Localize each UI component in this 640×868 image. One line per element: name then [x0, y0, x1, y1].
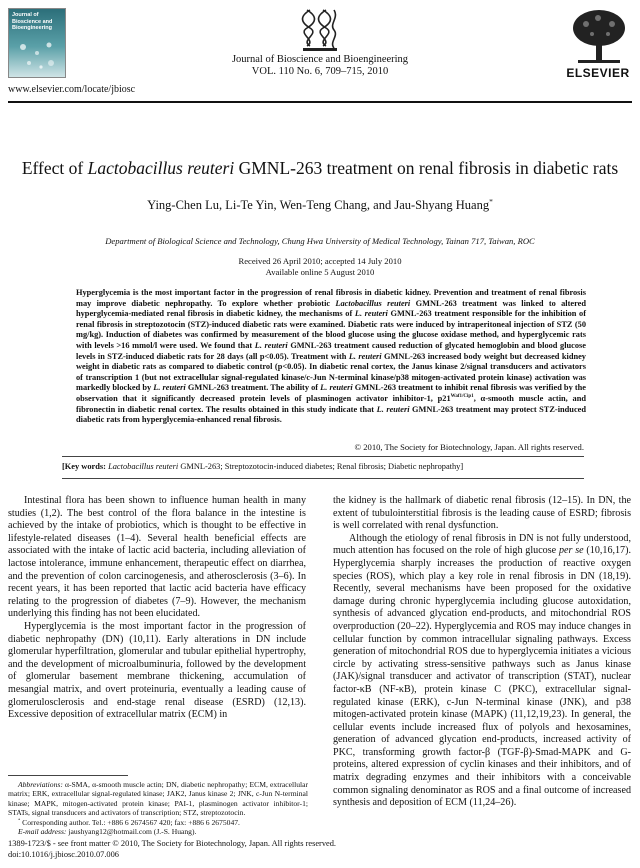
- title-species: Lactobacillus reuteri: [87, 158, 235, 178]
- footnotes: [8, 780, 308, 836]
- article-dates: [0, 256, 640, 278]
- journal-homepage-link[interactable]: www.elsevier.com/locate/jbiosc: [8, 84, 136, 95]
- body-column-right: [333, 495, 631, 810]
- title-post: GMNL-263 treatment on renal fibrosis in diabetic rats: [234, 158, 619, 178]
- journal-name: Journal of Bioscience and Bioengineering: [231, 54, 409, 65]
- body-paragraph: Hyperglycemia is the most important factor in the progression of diabetic nephropathy (DN) (10,11). Early alterations in DN include glomerular hyperfiltration, glomerular and tubular epithelial hypertrophy, and the development of microalbuminuria, followed by the development of glomerular basement membrane thickening, accumulation of mesangial matrix, and overt proteinuria, eventually a leading cause of glomerulosclerosis and end-stage renal disease (ESRD) (12,13). Excessive deposition of extracellular matrix (ECM) in: [8, 620, 306, 721]
- abbreviations-note: [8, 780, 308, 818]
- body-text: Although the etiology of renal fibrosis in DN is not fully understood, much attention has focused on the role of high glucose: [333, 532, 631, 557]
- abstract-text: GMNL-263 treatment was linked to altered hyperglycemia-mediated renal fibrosis in diabetic kidney, the mechanisms of: [76, 298, 586, 319]
- keywords-divider-bottom: [62, 478, 584, 479]
- corresponding-author-note: [8, 818, 308, 827]
- keywords-label: [Key words:: [62, 462, 109, 471]
- abstract-text: GMNL-263 treatment caused reduction of glycated hemoglobin and blood glucose levels in STZ-induced diabetic rats for 28 days (all p<0.05). Treatment with: [76, 340, 586, 361]
- body-text: (10,16,17). Hyperglycemia sharply increases the production of reactive oxygen species (ROS), which play a key role in renal fibrosis in DN (18,19). Recently, several mechanisms have been proposed for the oxidative damage during chronic hyperglycemia including glucose autoxidation, synthesis of advanced glycation end-products, and mitochondrial ROS overproduction (20–22). Hyperglycemia and ROS may induce changes in cellular function by common intracellular signaling pathways. Excess generation of mitochondrial ROS due to hyperglycemia initiates a vicious circle by activating stress-sensitive pathways such as Janus kinase (JAK)/signal transducer and activator of transcription (STAT), nuclear factor-κB (NF-κB), protein kinase C (PKC), extracellular signal-regulated kinase (ERK), c-Jun N-terminal kinase (JNK), and p38 mitogen-activated protein kinase (MAPK) (11,12,19,23). In general, the cellular events include increased flux of polyols and hexosamines, generation of advanced glycation end-products, increased activity of PKC, transforming growth factor-β (TGF-β)-Smad-MAPK and G-proteins, altered expression of cyclin kinases and their inhibitors, and of matrix degrading enzymes and their inhibitors with a conceivable common signaling denominator as ROS and a final outcome of increased synthesis and deposition of ECM (11,24–26).: [333, 545, 631, 809]
- abstract-superscript: Waf1/Cip1: [450, 394, 474, 400]
- corresponding-mark: *: [18, 817, 21, 823]
- body-column-left: [8, 495, 306, 722]
- abstract-copyright: © 2010, The Society for Biotechnology, Japan. All rights reserved.: [354, 442, 584, 452]
- keywords-rest: GMNL-263; Streptozotocin-induced diabetes; Renal fibrosis; Diabetic nephropathy]: [178, 462, 464, 471]
- cover-title: Journal of Bioscience and Bioengineering: [12, 12, 53, 31]
- authors-text: Ying-Chen Lu, Li-Te Yin, Wen-Teng Chang, and Jau-Shyang Huang: [147, 198, 490, 212]
- body-paragraph: [333, 533, 631, 810]
- article-title: [0, 158, 640, 179]
- received-date: Received 26 April 2010; accepted 14 July 2010: [238, 256, 402, 266]
- abstract: [76, 288, 586, 426]
- author-list: [0, 198, 640, 213]
- abstract-species: L. reuteri: [354, 309, 388, 319]
- journal-citation: [200, 54, 440, 78]
- online-date: Available online 5 August 2010: [265, 267, 375, 277]
- corresponding-author-mark[interactable]: *: [489, 196, 493, 206]
- email-address[interactable]: jaushyang12@hotmail.com (J.-S. Huang).: [66, 827, 197, 837]
- body-italic: per se: [558, 545, 584, 557]
- elsevier-tree-logo-icon: [568, 6, 630, 66]
- abstract-text: GMNL-263 increased body weight but decreased kidney weight in diabetic rats as compared to diabetic control (p<0.05). In diabetic renal cortex, the Janus kinase 2/signal transducers and activators of transcription 1 (but not extracellular signal-regulated kinase/c-Jun N-terminal kinase/p38 mitogen-activated protein kinase) activation was markedly blocked by: [76, 351, 586, 393]
- footnote-divider: [8, 775, 128, 776]
- dna-helix-logo-icon: [301, 6, 339, 52]
- abbreviations-label: Abbreviations:: [18, 780, 63, 789]
- abstract-text: GMNL-263 treatment. The ability of: [185, 383, 321, 393]
- doi-link[interactable]: doi:10.1016/j.jbiosc.2010.07.006: [8, 850, 119, 859]
- abstract-text: GMNL-263 treatment to inhibit renal fibrosis was verified by the observation that it significantly decreased protein levels of plasminogen activator inhibitor-1, p21: [76, 383, 586, 403]
- abstract-species: L. reuteri: [376, 404, 410, 414]
- email-label: E-mail address:: [18, 827, 67, 837]
- abbreviations-text: α-SMA, α-smooth muscle actin; DN, diabetic nephropathy; ECM, extracellular matrix; ERK, extracellular signal-regulated kinase; JAK2, Janus kinase 2; JNK, c-Jun N-terminal kinase; MAPK, mitogen-activated protein kinase; PAI-1, plasminogen activator inhibitor-1; STATs, signal transducers and activators of transcription; STZ, streptozotocin.: [8, 780, 308, 818]
- volume-line: VOL. 110 No. 6, 709–715, 2010: [251, 66, 389, 77]
- abstract-species: Lactobacillus reuteri: [335, 298, 411, 308]
- abstract-text: Hyperglycemia is the most important factor in the progression of renal fibrosis in diabetic kidney. Prevention and treatment of renal fibrosis may improve diabetic nephropathy. To explore whether probiotic: [76, 288, 586, 308]
- issn-line: 1389-1723/$ - see front matter © 2010, The Society for Biotechnology, Japan. All rights reserved.: [8, 839, 337, 848]
- abstract-text: , α-smooth muscle actin, and fibronectin in diabetic renal cortex. The results obtained in this study indicate that: [76, 393, 586, 414]
- affiliation: Department of Biological Science and Technology, Chung Hwa University of Medical Technology, Tainan 717, Taiwan, ROC: [105, 236, 535, 246]
- publisher-name: ELSEVIER: [566, 66, 630, 80]
- corresponding-text: Corresponding author. Tel.: +886 6 2674567 420; fax: +886 6 2675047.: [20, 817, 240, 827]
- title-pre: Effect of: [21, 158, 88, 178]
- email-note: [8, 827, 308, 836]
- header-divider: [8, 101, 632, 103]
- abstract-text: GMNL-263 treatment responsible for the inhibition of renal fibrosis in streptozotocin (STZ)-induced diabetic rats were examined. Diabetic rats were induced by intraperitoneal injection of STZ (50 mg/kg). Induction of diabetes was confirmed by measurement of the blood glucose using the glucose oxidase method, and hyperglycemic rats with levels >16 mmol/l were used. We found that: [76, 309, 587, 350]
- cover-art-icon: [15, 39, 61, 73]
- abstract-species: L. reuteri: [153, 383, 186, 393]
- abstract-text: GMNL-263 treatment may protect STZ-induced diabetic rats from hyperglycemia-enhanced renal fibrosis.: [76, 404, 586, 425]
- front-matter-info: [8, 838, 336, 860]
- journal-cover-thumbnail: [8, 8, 66, 78]
- keywords-divider-top: [62, 456, 584, 457]
- body-paragraph: Intestinal flora has been shown to influence human health in many studies (1,2). The best control of the flora balance in the intestine is achieved by the intake of probiotics, which is thought to be effective in lifestyle-related diseases (1–4). Several health beneficial effects are associated with the intake of lactic acid bacteria, including alleviation of lactose intolerance, immune enhancement, therapeutic effect on diarrhea, and the prevention of colon carcinogenesis, and atherosclerosis (3–6). In recent years, it has been reported that lactic acid bacteria have efficacy relating to the progression of diabetes (7–9). However, the mechanism underlying this finding has not been elucidated.: [8, 495, 306, 620]
- body-paragraph: the kidney is the hallmark of diabetic renal fibrosis (12–15). In DN, the extent of tubulointerstitial fibrosis is the leading cause of ESRD; fibrosis is well correlated with renal dysfunction.: [333, 495, 631, 532]
- abstract-species: L. reuteri: [348, 351, 382, 361]
- keywords: [62, 462, 582, 471]
- keyword-species: Lactobacillus reuteri: [108, 462, 179, 471]
- abstract-species: L. reuteri: [320, 383, 353, 393]
- abstract-species: L. reuteri: [254, 340, 288, 350]
